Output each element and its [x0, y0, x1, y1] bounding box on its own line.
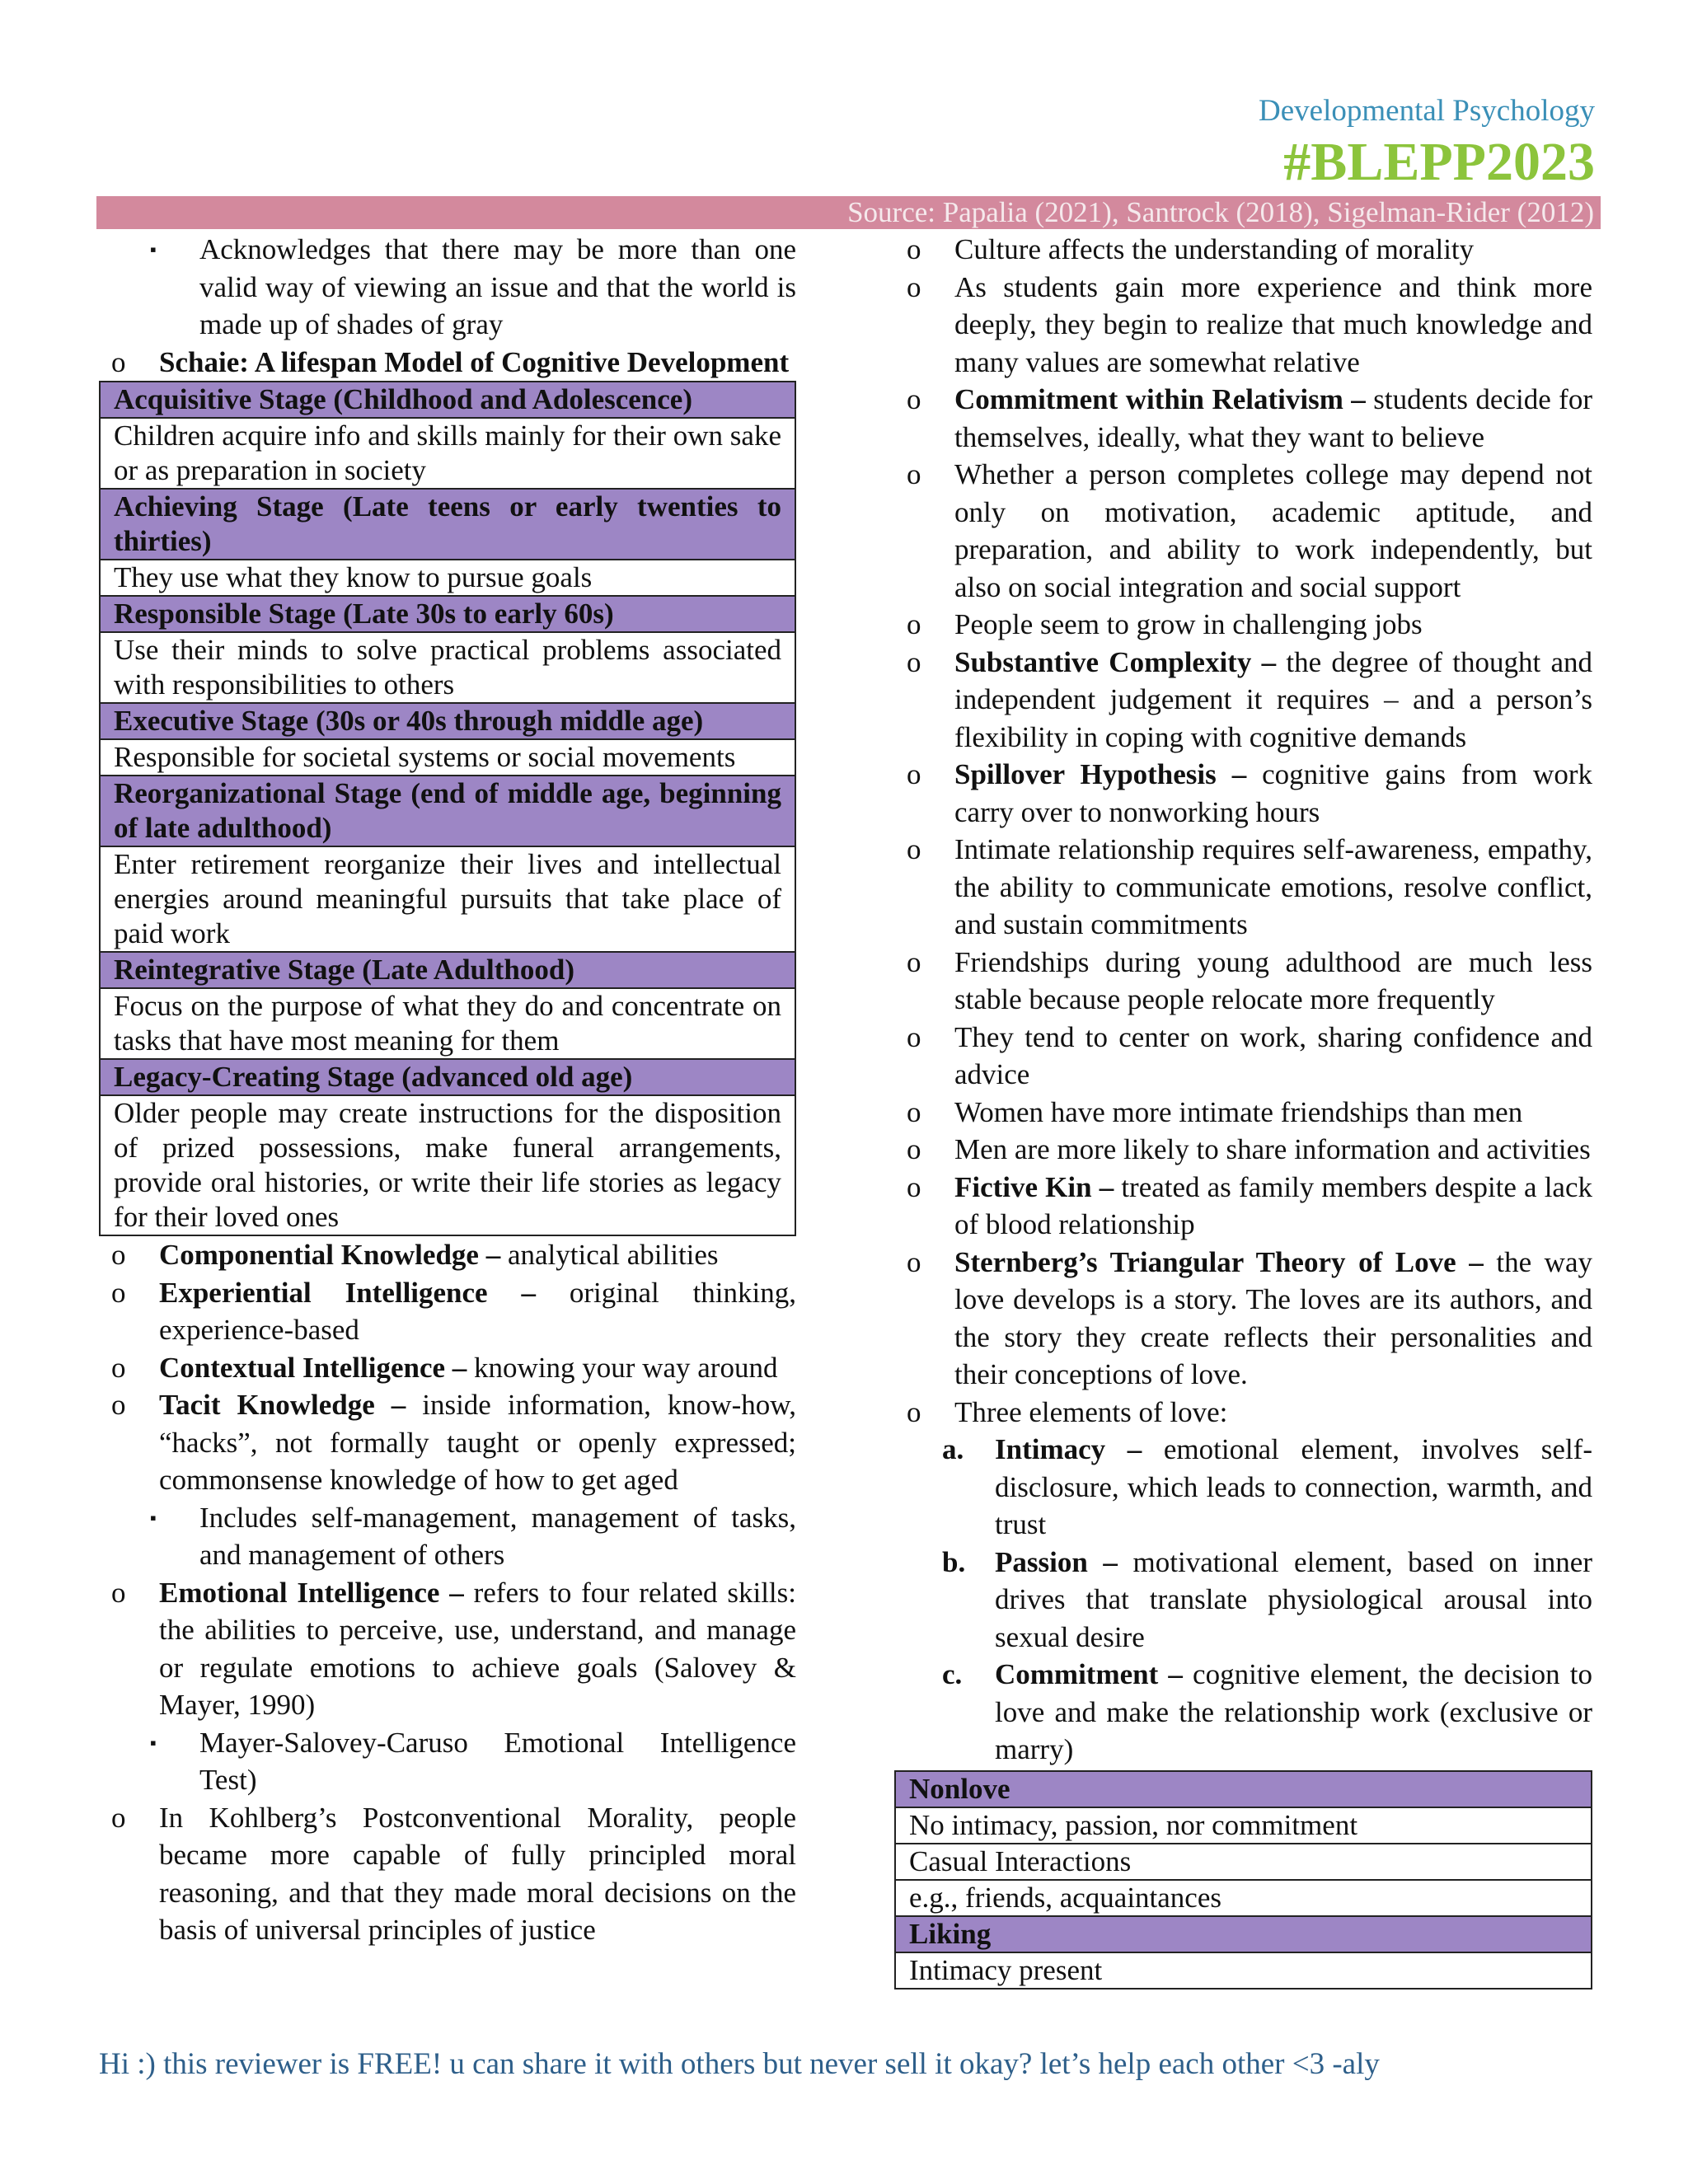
- circle-bullet: o: [907, 645, 921, 678]
- left-column: [99, 231, 796, 1949]
- square-bullet: ▪: [150, 239, 157, 260]
- stage-name: Responsible Stage (Late 30s to early 60s): [100, 596, 795, 632]
- love-type-name: Liking: [895, 1916, 1592, 1952]
- circle-bullet: o: [907, 1170, 921, 1203]
- list-item: o Fictive Kin – treated as family members despite a lack of blood relationship: [894, 1169, 1592, 1244]
- schaie-title: Schaie: A lifespan Model of Cognitive Development: [159, 345, 790, 378]
- stage-desc: Enter retirement reorganize their lives and intellectual energies around meaningful pursuits that take place of paid work: [100, 846, 795, 952]
- list-item: o Emotional Intelligence – refers to four related skills: the abilities to perceive, use, understand, and manage or regulate emotions to achieve goals (Salovey & Mayer, 1990): [99, 1574, 796, 1724]
- list-item: o Three elements of love:: [894, 1394, 1592, 1432]
- list-item: o Experiential Intelligence – original thinking, experience-based: [99, 1274, 796, 1349]
- list-item: o Whether a person completes college may depend not only on motivation, academic aptitude, and preparation, and ability to work independently, but also on social integration and social support: [894, 456, 1592, 606]
- list-item: o As students gain more experience and think more deeply, they begin to realize that much knowledge and many values are somewhat relative: [894, 269, 1592, 382]
- stage-desc: Responsible for societal systems or social movements: [100, 739, 795, 776]
- circle-bullet: o: [907, 1395, 921, 1428]
- circle-bullet: o: [111, 1276, 126, 1309]
- love-types-table: [894, 1770, 1592, 1990]
- circle-bullet: o: [111, 1576, 126, 1609]
- love-type-name: Nonlove: [895, 1771, 1592, 1807]
- circle-bullet: o: [907, 233, 921, 265]
- love-element-item: a. Intimacy – emotional element, involves self-disclosure, which leads to connection, warmth, and trust: [942, 1433, 1592, 1540]
- header-subject: Developmental Psychology: [1259, 94, 1595, 128]
- love-element-item: c. Commitment – cognitive element, the decision to love and make the relationship work (exclusive or marry): [942, 1658, 1593, 1765]
- circle-bullet: o: [907, 383, 921, 415]
- stage-name: Legacy-Creating Stage (advanced old age): [100, 1059, 795, 1095]
- circle-bullet: o: [111, 345, 126, 378]
- header-tag: #BLEPP2023: [1283, 132, 1595, 192]
- circle-bullet: o: [907, 833, 921, 865]
- list-item: o Tacit Knowledge – inside information, know-how, “hacks”, not formally taught or openly expressed; commonsense knowledge of how to get aged: [99, 1386, 796, 1499]
- circle-bullet: o: [907, 945, 921, 978]
- love-element-item: b. Passion – motivational element, based on inner drives that translate physiological arousal into sexual desire: [942, 1545, 1593, 1653]
- square-bullet: ▪: [150, 1732, 157, 1753]
- circle-bullet: o: [111, 1351, 126, 1384]
- circle-bullet: o: [111, 1801, 126, 1834]
- list-item: o Componential Knowledge – analytical abilities: [99, 1236, 796, 1274]
- stage-name: Reorganizational Stage (end of middle age, beginning of late adulthood): [100, 776, 795, 846]
- circle-bullet: o: [907, 270, 921, 303]
- list-item: ▪ Mayer-Salovey-Caruso Emotional Intelligence Test): [99, 1724, 796, 1799]
- list-item: ▪ Acknowledges that there may be more than one valid way of viewing an issue and that the world is made up of shades of gray: [99, 231, 796, 344]
- love-type-row: Intimacy present: [895, 1952, 1592, 1989]
- stage-desc: Older people may create instructions for the disposition of prized possessions, make funeral arrangements, provide oral histories, or write their life stories as legacy for their loved ones: [100, 1095, 795, 1235]
- list-item: o Sternberg’s Triangular Theory of Love – the way love develops is a story. The loves are its authors, and the story they create reflects their personalities and their conceptions of love.: [894, 1244, 1592, 1394]
- stage-desc: Use their minds to solve practical problems associated with responsibilities to others: [100, 632, 795, 703]
- circle-bullet: o: [907, 608, 921, 640]
- love-type-row: Casual Interactions: [895, 1844, 1592, 1880]
- stage-desc: Children acquire info and skills mainly for their own sake or as preparation in society: [100, 418, 795, 489]
- stage-name: Executive Stage (30s or 40s through middle age): [100, 703, 795, 739]
- right-column: [894, 231, 1592, 1990]
- stage-name: Acquisitive Stage (Childhood and Adolescence): [100, 382, 795, 418]
- list-item: o Commitment within Relativism – students decide for themselves, ideally, what they want to believe: [894, 381, 1592, 456]
- circle-bullet: o: [907, 1020, 921, 1053]
- stage-desc: Focus on the purpose of what they do and concentrate on tasks that have most meaning for them: [100, 988, 795, 1059]
- love-type-row: No intimacy, passion, nor commitment: [895, 1807, 1592, 1844]
- love-type-row: e.g., friends, acquaintances: [895, 1880, 1592, 1916]
- list-item: o In Kohlberg’s Postconventional Morality, people became more capable of fully principled moral reasoning, and that they made moral decisions on the basis of universal principles of justice: [99, 1799, 796, 1949]
- list-item: o Friendships during young adulthood are much less stable because people relocate more frequently: [894, 944, 1592, 1019]
- circle-bullet: o: [907, 1095, 921, 1128]
- circle-bullet: o: [907, 758, 921, 790]
- list-item: o Intimate relationship requires self-awareness, empathy, the ability to communicate emotions, resolve conflict, and sustain commitments: [894, 831, 1592, 944]
- list-item: o People seem to grow in challenging jobs: [894, 606, 1592, 644]
- stage-name: Achieving Stage (Late teens or early twenties to thirties): [100, 489, 795, 560]
- list-item: o They tend to center on work, sharing confidence and advice: [894, 1019, 1592, 1094]
- list-item: ▪ Includes self-management, management of tasks, and management of others: [99, 1499, 796, 1574]
- list-item: o Men are more likely to share information and activities: [894, 1131, 1592, 1169]
- source-bar: Source: Papalia (2021), Santrock (2018), Sigelman-Rider (2012): [96, 196, 1601, 229]
- square-bullet: ▪: [150, 1507, 157, 1528]
- schaie-stage-table: [99, 381, 796, 1236]
- list-item: o Contextual Intelligence – knowing your way around: [99, 1349, 796, 1387]
- circle-bullet: o: [907, 1245, 921, 1278]
- circle-bullet: o: [907, 1133, 921, 1165]
- circle-bullet: o: [907, 458, 921, 490]
- circle-bullet: o: [111, 1239, 126, 1271]
- list-item: o Culture affects the understanding of morality: [894, 231, 1592, 269]
- list-item: o Spillover Hypothesis – cognitive gains from work carry over to nonworking hours: [894, 756, 1592, 831]
- list-item: o Women have more intimate friendships than men: [894, 1094, 1592, 1132]
- stage-name: Reintegrative Stage (Late Adulthood): [100, 952, 795, 988]
- circle-bullet: o: [111, 1389, 126, 1421]
- list-item: [99, 344, 796, 382]
- list-item: o Substantive Complexity – the degree of thought and independent judgement it requires – and a person’s flexibility in coping with cognitive demands: [894, 644, 1592, 757]
- stage-desc: They use what they know to pursue goals: [100, 560, 795, 596]
- footer-note: Hi :) this reviewer is FREE! u can share it with others but never sell it okay? let’s help each other <3 -aly: [99, 2047, 1380, 2081]
